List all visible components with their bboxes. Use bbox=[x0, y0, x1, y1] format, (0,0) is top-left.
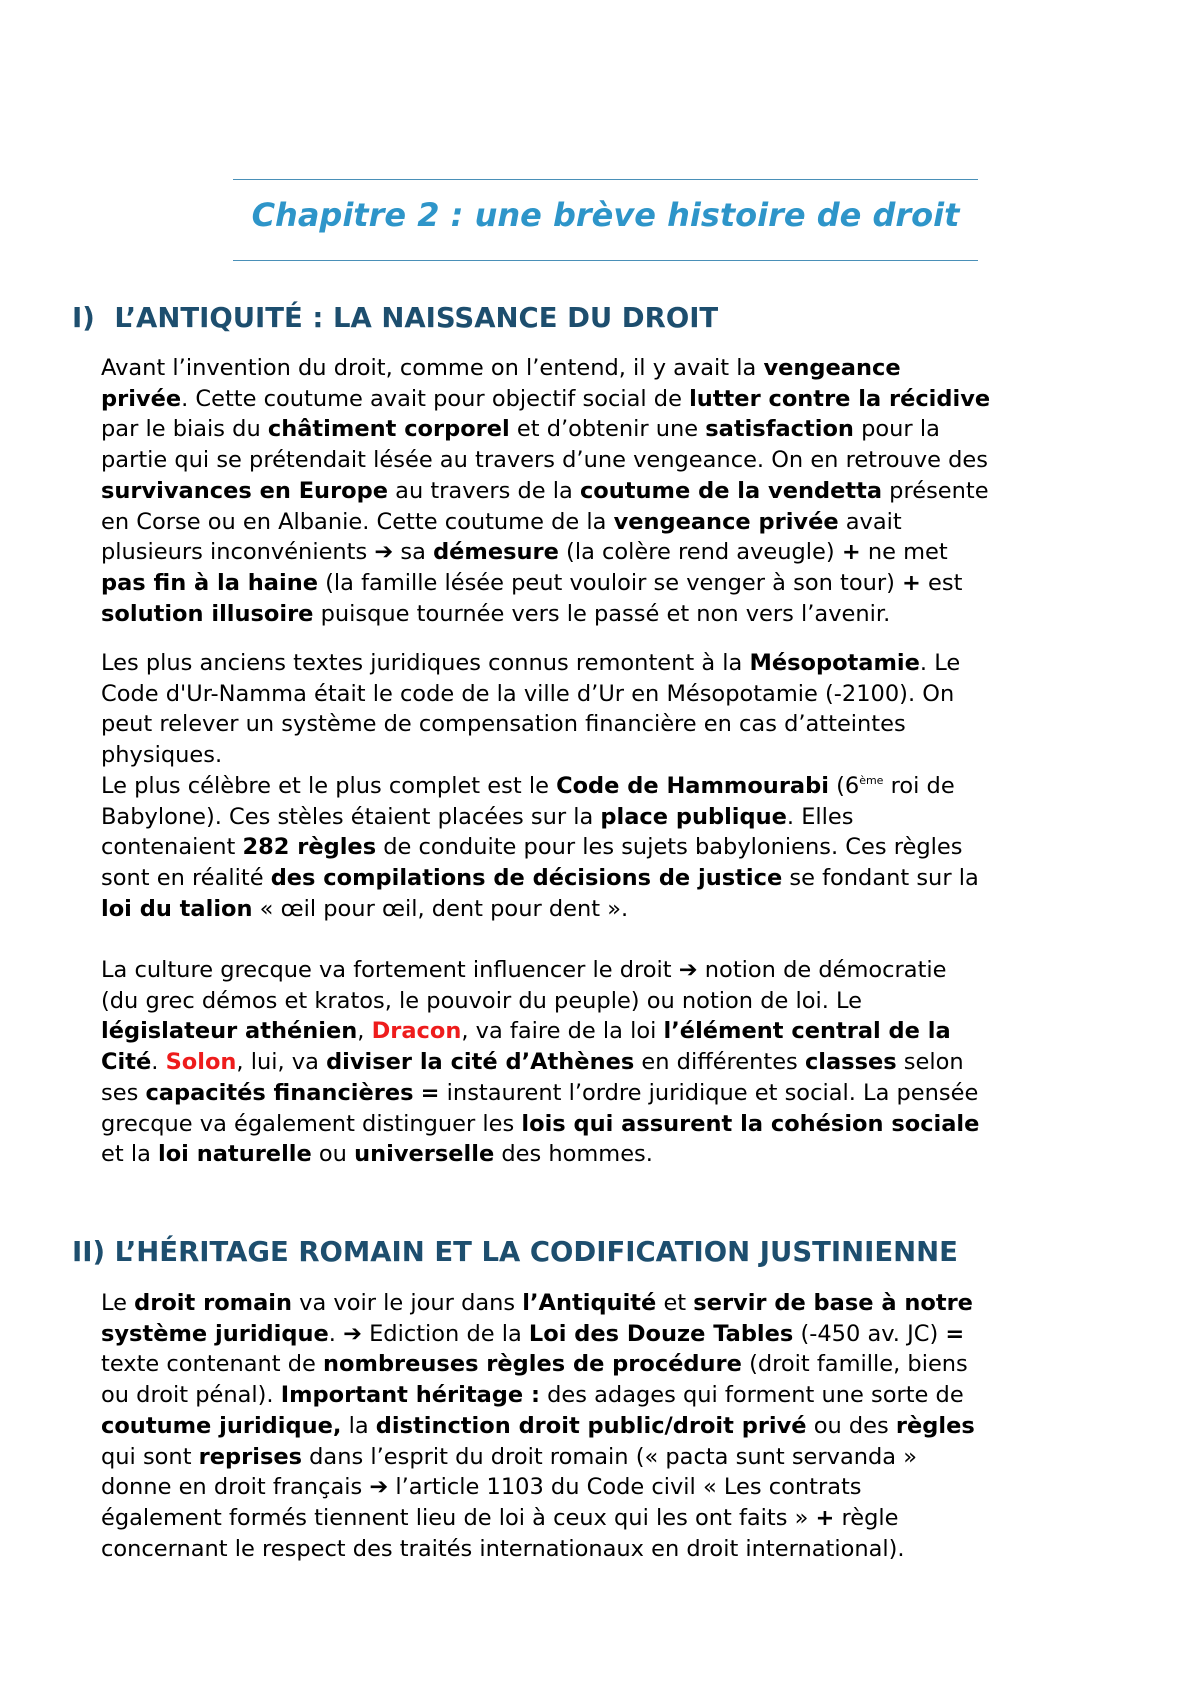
text-line bbox=[101, 384, 1101, 415]
text-run: instaurent l’ordre juridique et social. La pensée bbox=[439, 1079, 979, 1106]
text-line bbox=[101, 1442, 1101, 1473]
bold-text: = bbox=[945, 1320, 965, 1347]
text-run: roi de bbox=[883, 772, 955, 799]
text-line bbox=[101, 924, 1101, 955]
bold-text: démesure bbox=[433, 539, 559, 566]
text-line bbox=[101, 1288, 1101, 1319]
text-run: plusieurs inconvénients bbox=[101, 539, 375, 566]
text-run: ème bbox=[859, 773, 884, 787]
text-run: . bbox=[328, 1320, 344, 1347]
bold-text: Mésopotamie bbox=[749, 650, 920, 676]
bold-text: coutume juridique, bbox=[101, 1412, 342, 1439]
text-run: « œil pour œil, dent pour dent ». bbox=[252, 895, 629, 922]
bold-text: solution illusoire bbox=[101, 600, 314, 627]
text-run: règle bbox=[834, 1504, 899, 1531]
text-run: Les plus anciens textes juridiques connus remontent à la bbox=[101, 650, 750, 676]
text-run: ne met bbox=[860, 539, 948, 566]
text-run: est bbox=[920, 569, 963, 596]
text-run: Babylone). Ces stèles étaient placées sur la bbox=[101, 803, 601, 830]
bold-text: Loi des Douze Tables bbox=[528, 1320, 794, 1347]
arrow-icon: ➔ bbox=[369, 1474, 389, 1501]
text-line bbox=[101, 863, 1101, 894]
section-title: L’ANTIQUITÉ : LA NAISSANCE DU DROIT bbox=[114, 302, 719, 334]
text-run: ses bbox=[101, 1079, 146, 1106]
text-line bbox=[101, 894, 1101, 925]
text-run: , bbox=[357, 1018, 372, 1045]
chapter-title: Chapitre 2 : une brève histoire de droit bbox=[251, 196, 960, 234]
text-line bbox=[101, 599, 1101, 630]
text-run: , lui, va bbox=[236, 1049, 327, 1076]
text-run: Code d'Ur-Namma était le code de la ville d’Ur en Mésopotamie (-2100). On bbox=[101, 680, 955, 707]
text-line bbox=[101, 1319, 1101, 1350]
text-line bbox=[101, 537, 1101, 568]
section-number: II) bbox=[72, 1236, 106, 1268]
text-run: texte contenant de bbox=[101, 1351, 324, 1378]
text-line bbox=[101, 445, 1101, 476]
bold-text: l’élément central de la bbox=[663, 1018, 951, 1045]
text-run: . bbox=[151, 1049, 166, 1076]
text-run: (droit famille, biens bbox=[741, 1351, 968, 1378]
text-run: également formés tiennent lieu de loi à ceux qui les ont faits » bbox=[101, 1504, 816, 1531]
text-run: notion de démocratie bbox=[697, 957, 947, 984]
text-run: et bbox=[656, 1290, 694, 1316]
text-line bbox=[101, 1078, 1101, 1109]
text-run: . Elles bbox=[786, 803, 854, 830]
title-top-rule bbox=[233, 179, 978, 180]
bold-text: + bbox=[815, 1504, 835, 1531]
text-run: physiques. bbox=[101, 742, 223, 769]
bold-text: survivances en Europe bbox=[101, 477, 388, 504]
bold-text: règles bbox=[895, 1412, 975, 1439]
bold-text: des compilations de décisions de justice bbox=[270, 864, 783, 891]
text-run: qui sont bbox=[101, 1443, 199, 1470]
text-run: grecque va également distinguer les bbox=[101, 1110, 522, 1137]
text-run: sont en réalité bbox=[101, 864, 271, 891]
text-line bbox=[101, 1411, 1101, 1442]
arrow-icon: ➔ bbox=[343, 1320, 362, 1347]
text-run: la bbox=[341, 1412, 376, 1439]
bold-text: privée bbox=[101, 385, 182, 412]
text-run: La culture grecque va fortement influencer le droit bbox=[101, 957, 679, 984]
text-line bbox=[101, 1139, 1101, 1170]
text-run: concernant le respect des traités internationaux en droit international). bbox=[101, 1535, 905, 1562]
bold-text: vengeance privée bbox=[613, 508, 839, 535]
text-run: ou bbox=[311, 1141, 355, 1168]
text-run: dans l’esprit du droit romain (« pacta sunt servanda » bbox=[302, 1443, 917, 1470]
arrow-icon: ➔ bbox=[374, 539, 394, 566]
bold-text: place publique bbox=[600, 803, 787, 830]
bold-text: Important héritage : bbox=[280, 1382, 540, 1409]
section-heading-1 bbox=[72, 302, 718, 334]
bold-text: + bbox=[841, 539, 861, 566]
text-run: (la colère rend aveugle) bbox=[558, 539, 842, 566]
text-run: . Cette coutume avait pour objectif social de bbox=[181, 385, 690, 412]
text-run: Ediction de la bbox=[361, 1320, 529, 1347]
text-run: et d’obtenir une bbox=[509, 416, 706, 443]
paragraph-vengeance bbox=[101, 353, 1101, 629]
text-line bbox=[101, 1047, 1101, 1078]
bold-text: vengeance bbox=[763, 355, 901, 381]
text-run: au travers de la bbox=[388, 477, 580, 504]
text-run: partie qui se prétendait lésée au travers d’une vengeance. On en retrouve des bbox=[101, 447, 988, 474]
bold-text: universelle bbox=[354, 1141, 495, 1168]
bold-text: capacités financières bbox=[145, 1079, 414, 1106]
text-run: des adages qui forment une sorte de bbox=[539, 1382, 964, 1409]
text-run: (la famille lésée peut vouloir se venger à son tour) bbox=[317, 569, 903, 596]
text-line bbox=[101, 507, 1101, 538]
title-bottom-rule bbox=[233, 260, 978, 261]
bold-text: coutume de la vendetta bbox=[579, 477, 883, 504]
text-line bbox=[101, 476, 1101, 507]
text-line bbox=[101, 353, 1101, 384]
text-run: se fondant sur la bbox=[782, 864, 979, 891]
bold-text: système juridique bbox=[101, 1320, 329, 1347]
text-run: l’article 1103 du Code civil « Les contrats bbox=[388, 1474, 862, 1501]
text-run: ou des bbox=[806, 1412, 896, 1439]
bold-text: pas fin à la haine bbox=[101, 569, 318, 596]
text-run: pour la bbox=[853, 416, 940, 443]
bold-text: droit romain bbox=[134, 1290, 293, 1316]
text-run: contenaient bbox=[101, 834, 243, 861]
text-run: Le plus célèbre et le plus complet est le bbox=[101, 772, 557, 799]
text-run: (du grec démos et kratos, le pouvoir du peuple) ou notion de loi. Le bbox=[101, 987, 863, 1014]
bold-text: = bbox=[420, 1079, 440, 1106]
text-line bbox=[101, 679, 1101, 710]
paragraph-droit-romain bbox=[101, 1288, 1101, 1564]
text-run: (6 bbox=[828, 772, 860, 799]
text-line bbox=[101, 1016, 1101, 1047]
bold-text: + bbox=[902, 569, 921, 596]
bold-text: Code de Hammourabi bbox=[556, 772, 829, 799]
text-run bbox=[414, 1080, 421, 1106]
text-line bbox=[101, 1349, 1101, 1380]
bold-text: législateur athénien bbox=[101, 1018, 358, 1045]
bold-text: Cité bbox=[101, 1049, 152, 1076]
text-line bbox=[101, 1534, 1101, 1565]
text-run: puisque tournée vers le passé et non vers l’avenir. bbox=[313, 600, 891, 627]
bold-text: lois qui assurent la cohésion sociale bbox=[521, 1110, 980, 1137]
arrow-icon: ➔ bbox=[678, 957, 698, 984]
bold-text: 282 règles bbox=[242, 834, 377, 861]
text-line bbox=[101, 414, 1101, 445]
bold-text: châtiment corporel bbox=[267, 416, 510, 443]
section-number: I) bbox=[72, 302, 95, 334]
text-run: présente bbox=[882, 477, 989, 504]
bold-text: loi du talion bbox=[101, 895, 253, 922]
text-run: sa bbox=[393, 539, 434, 566]
text-line bbox=[101, 740, 1101, 771]
bold-text: lutter contre la récidive bbox=[689, 385, 991, 412]
text-line bbox=[101, 1503, 1101, 1534]
text-line bbox=[101, 832, 1101, 863]
text-run: en différentes bbox=[634, 1049, 805, 1076]
text-run: en Corse ou en Albanie. Cette coutume de la bbox=[101, 508, 614, 535]
bold-text: diviser la cité d’Athènes bbox=[326, 1049, 635, 1076]
bold-text: satisfaction bbox=[705, 416, 854, 443]
bold-text: servir de base à notre bbox=[693, 1290, 973, 1316]
bold-text: loi naturelle bbox=[158, 1141, 312, 1168]
text-run: Avant l’invention du droit, comme on l’entend, il y avait la bbox=[101, 355, 764, 381]
text-line bbox=[101, 709, 1101, 740]
text-run: par le biais du bbox=[101, 416, 268, 443]
text-run: selon bbox=[896, 1049, 964, 1076]
text-run: avait bbox=[838, 508, 902, 535]
text-run: de conduite pour les sujets babyloniens. Ces règles bbox=[376, 834, 963, 861]
section-heading-2 bbox=[72, 1236, 958, 1268]
bold-text: reprises bbox=[198, 1443, 302, 1470]
text-run: va voir le jour dans bbox=[292, 1290, 523, 1316]
bold-text: nombreuses règles de procédure bbox=[323, 1351, 742, 1378]
text-run: peut relever un système de compensation financière en cas d’atteintes bbox=[101, 711, 906, 738]
bold-text: distinction droit public/droit privé bbox=[375, 1412, 807, 1439]
text-run: ou droit pénal). bbox=[101, 1382, 281, 1409]
text-line bbox=[101, 771, 1101, 802]
bold-text: l’Antiquité bbox=[522, 1290, 657, 1316]
text-line bbox=[101, 986, 1101, 1017]
text-line bbox=[101, 1380, 1101, 1411]
text-line bbox=[101, 1472, 1101, 1503]
text-line bbox=[101, 1109, 1101, 1140]
paragraph-mesopotamie-grece bbox=[101, 648, 1101, 1170]
section-title: L’HÉRITAGE ROMAIN ET LA CODIFICATION JUSTINIENNE bbox=[114, 1236, 958, 1268]
highlighted-name: Solon bbox=[165, 1049, 237, 1076]
text-line bbox=[101, 568, 1101, 599]
text-line bbox=[101, 955, 1101, 986]
highlighted-name: Dracon bbox=[371, 1018, 462, 1045]
text-run: et la bbox=[101, 1141, 159, 1168]
text-run: donne en droit français bbox=[101, 1474, 370, 1501]
text-run: des hommes. bbox=[494, 1141, 653, 1168]
text-run: (-450 av. JC) bbox=[793, 1320, 946, 1347]
text-line bbox=[101, 802, 1101, 833]
text-run: , va faire de la loi bbox=[461, 1018, 664, 1045]
bold-text: classes bbox=[804, 1049, 897, 1076]
text-run: . Le bbox=[919, 650, 961, 676]
text-run: Le bbox=[101, 1290, 135, 1316]
text-line bbox=[101, 648, 1101, 679]
